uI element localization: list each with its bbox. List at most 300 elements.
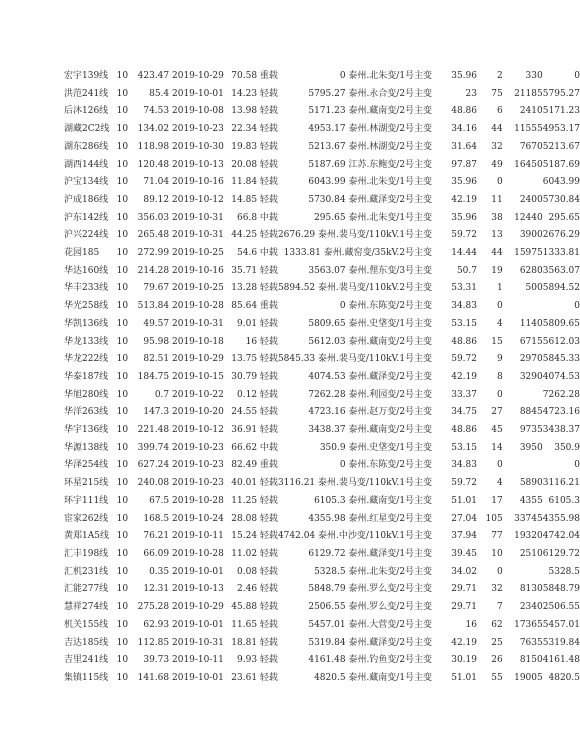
cell-capacity: 34.02: [451, 566, 477, 577]
cell-line-name: 慧祥274线: [64, 602, 109, 613]
cell-remaining: 5187.69: [542, 159, 580, 170]
table-row: [64, 387, 580, 405]
cell-load-rate: 36.91 轻载: [231, 425, 278, 436]
cell-remaining: 1333.81: [542, 248, 580, 259]
cell-line-name: 华龙133线: [64, 336, 109, 347]
cell-capacity: 97.87: [451, 159, 477, 170]
cell-count: 14: [491, 442, 503, 453]
cell-load-date: 265.48 2019-10-31: [137, 230, 224, 241]
cell-load-rate: 44.25 轻载: [231, 230, 278, 241]
cell-line-name: 华光258线: [64, 301, 109, 312]
cell-substation: 5187.69 江苏.东鲍变/2号主变: [308, 159, 433, 170]
cell-voltage: 10: [116, 389, 129, 400]
cell-load-rate: 23.61 轻载: [231, 672, 278, 683]
cell-voltage: 10: [116, 672, 129, 683]
cell-line-name: 沪宝134线: [64, 177, 109, 188]
cell-substation: 4953.17 泰州.林湖变/2号主变: [308, 124, 433, 135]
cell-substation: 5845.33 泰州.裴马变/110kV.1号主变: [277, 354, 433, 365]
cell-remaining: 0: [574, 301, 580, 312]
table-row: [64, 298, 580, 316]
table-row: [64, 316, 580, 334]
cell-voltage: 10: [116, 602, 129, 613]
cell-remaining: 5809.65: [542, 318, 580, 329]
cell-substation: 2506.55 泰州.罗么变/2号主变: [308, 602, 433, 613]
cell-load-date: 221.48 2019-10-12: [137, 425, 224, 436]
cell-customers: 15975: [514, 248, 543, 259]
table-row: [64, 210, 580, 228]
cell-remaining: 5171.23: [542, 106, 580, 117]
cell-load-date: 147.3 2019-10-20: [143, 407, 224, 418]
cell-load-rate: 85.64 重载: [231, 301, 278, 312]
cell-remaining: 3563.07: [542, 265, 580, 276]
table-body: [64, 68, 580, 688]
cell-capacity: 53.15: [451, 442, 477, 453]
cell-load-rate: 40.01 轻载: [231, 478, 278, 489]
cell-count: 17: [491, 495, 503, 506]
cell-customers: 21185: [514, 88, 543, 99]
cell-customers: [503, 387, 543, 405]
cell-load-rate: 70.58 重载: [231, 71, 278, 81]
cell-load-date: 39.73 2019-10-11: [143, 655, 224, 666]
cell-voltage: 10: [116, 354, 129, 365]
cell-capacity: 59.72: [451, 354, 477, 365]
table-row: [64, 68, 580, 86]
cell-voltage: 10: [116, 655, 129, 666]
cell-line-name: 吉里241线: [64, 655, 109, 666]
cell-remaining: 7262.28: [542, 389, 580, 400]
cell-load-rate: 14.85 轻载: [231, 194, 278, 205]
cell-load-date: 0.7 2019-10-22: [154, 389, 224, 400]
cell-substation: 2676.29 泰州.裴马变/110kV.1号主变: [277, 230, 433, 241]
cell-count: 44: [491, 124, 503, 135]
cell-line-name: 黄郑1A5线: [64, 531, 109, 542]
cell-load-rate: 45.88 轻载: [231, 602, 278, 613]
table-row: [64, 493, 580, 511]
cell-substation: 4742.04 泰州.中沙变/110kV.1号主变: [277, 531, 433, 542]
cell-voltage: 10: [116, 265, 129, 276]
cell-customers: 17365: [514, 619, 543, 630]
cell-line-name: 华凯136线: [64, 318, 109, 329]
table-row: [64, 280, 580, 298]
cell-load-date: 275.28 2019-10-29: [137, 602, 224, 613]
cell-load-date: 399.74 2019-10-23: [137, 442, 224, 453]
cell-load-date: 0.35 2019-10-01: [149, 566, 224, 577]
table-row: [64, 174, 580, 192]
cell-line-name: 花园185: [64, 248, 100, 259]
cell-substation: 5213.67 泰州.林湖变/2号主变: [308, 141, 433, 152]
cell-load-rate: 9.01 轻载: [237, 318, 278, 329]
cell-substation: 5319.84 泰州.藏泽变/2号主变: [308, 637, 433, 648]
cell-line-name: 湖藏2C2线: [64, 124, 110, 135]
cell-substation: 6129.72 泰州.藏泽变/1号主变: [308, 548, 433, 559]
cell-capacity: 42.19: [451, 637, 477, 648]
cell-line-name: 吉达185线: [64, 637, 109, 648]
cell-customers: 2400: [519, 194, 543, 205]
cell-substation: 5730.84 泰州.藏泽变/2号主变: [308, 194, 433, 205]
cell-remaining: 295.65: [548, 212, 580, 223]
cell-substation: 5894.52 泰州.裴马变/110kV.2号主变: [277, 283, 433, 294]
cell-customers: 5890: [519, 478, 543, 489]
cell-count: 26: [491, 655, 503, 666]
cell-line-name: 华泽254线: [64, 460, 109, 471]
cell-substation: 6043.99 泰州.北朱变/1号主变: [308, 177, 433, 188]
cell-capacity: 34.83: [451, 460, 477, 471]
cell-line-name: 湖东286线: [64, 141, 109, 152]
cell-load-rate: 16 轻载: [245, 336, 278, 347]
cell-substation: 7262.28 泰州.利园变/2号主变: [308, 389, 433, 400]
cell-remaining: 6105.3: [548, 495, 580, 506]
cell-substation: 5328.5 泰州.北朱变/2号主变: [314, 566, 433, 577]
cell-customers: 16450: [514, 159, 543, 170]
cell-capacity: 51.01: [451, 495, 477, 506]
cell-capacity: 50.7: [456, 265, 477, 276]
cell-count: 45: [491, 425, 503, 436]
cell-voltage: 10: [116, 141, 129, 152]
cell-capacity: 27.04: [451, 513, 477, 524]
table-row: [64, 457, 580, 475]
cell-capacity: 35.96: [451, 177, 477, 188]
table-row: [64, 617, 580, 635]
cell-voltage: 10: [116, 407, 129, 418]
cell-capacity: 42.19: [451, 371, 477, 382]
cell-remaining: 4723.16: [542, 407, 580, 418]
cell-capacity: 37.94: [451, 531, 477, 542]
cell-remaining: 5457.01: [542, 619, 580, 630]
cell-customers: 7670: [519, 141, 543, 152]
cell-voltage: 10: [116, 548, 129, 559]
cell-voltage: 10: [116, 513, 129, 524]
cell-count: 49: [491, 159, 503, 170]
cell-voltage: 10: [116, 106, 129, 117]
cell-substation: 4723.16 泰州.赵万变/2号主变: [308, 407, 433, 418]
cell-substation: 6105.3 泰州.藏南变/1号主变: [314, 495, 433, 506]
cell-count: 0: [497, 301, 503, 312]
cell-load-rate: 15.24 轻载: [231, 531, 278, 542]
cell-load-date: 85.4 2019-10-01: [149, 88, 224, 99]
table-row: [64, 475, 580, 493]
cell-voltage: 10: [116, 619, 129, 630]
cell-substation: 5795.27 泰州.永合变/2号主变: [308, 88, 433, 99]
cell-load-rate: 24.55 轻载: [231, 407, 278, 418]
cell-count: 6: [497, 106, 503, 117]
cell-count: 75: [491, 88, 503, 99]
cell-customers: 12440: [514, 212, 543, 223]
cell-customers: 19005: [514, 672, 543, 683]
cell-capacity: 35.96: [451, 212, 477, 223]
cell-customers: [503, 564, 543, 582]
cell-load-date: 89.12 2019-10-12: [143, 194, 224, 205]
cell-capacity: 53.15: [451, 318, 477, 329]
table-row: [64, 263, 580, 281]
cell-customers: 2340: [519, 602, 543, 613]
cell-line-name: 沪成186线: [64, 194, 109, 205]
cell-customers: [503, 174, 543, 192]
cell-remaining: 5730.84: [542, 194, 580, 205]
cell-substation: 5612.03 泰州.藏南变/2号主变: [308, 336, 433, 347]
table-row: [64, 599, 580, 617]
feeder-load-table: [64, 68, 580, 688]
cell-load-rate: 2.46 轻载: [237, 584, 278, 595]
cell-customers: [503, 457, 543, 475]
cell-voltage: 10: [116, 248, 129, 259]
cell-capacity: 29.71: [451, 584, 477, 595]
cell-capacity: 35.96: [451, 71, 477, 81]
cell-remaining: 6043.99: [542, 177, 580, 188]
cell-count: 7: [497, 602, 503, 613]
cell-voltage: 10: [116, 566, 129, 577]
cell-customers: 6715: [519, 336, 543, 347]
cell-line-name: 华旭280线: [64, 389, 109, 400]
cell-line-name: 宦家262线: [64, 513, 109, 524]
cell-customers: 19320: [514, 531, 543, 542]
table-row: [64, 422, 580, 440]
cell-line-name: 后沐126线: [64, 106, 109, 117]
cell-capacity: 30.19: [451, 655, 477, 666]
cell-line-name: 沪东142线: [64, 212, 109, 223]
cell-substation: 5848.79 泰州.罗么变/2号主变: [308, 584, 433, 595]
cell-count: 4: [497, 318, 503, 329]
cell-remaining: 5319.84: [542, 637, 580, 648]
cell-count: 0: [497, 566, 503, 577]
cell-capacity: 48.86: [451, 336, 477, 347]
cell-substation: 1333.81 泰州.藏窑变/35kV.2号主变: [283, 248, 433, 259]
table-row: [64, 245, 580, 263]
table-row: [64, 369, 580, 387]
cell-substation: 4355.98 泰州.红星变/2号主变: [308, 513, 433, 524]
cell-count: 9: [497, 354, 503, 365]
table-row: [64, 546, 580, 564]
cell-capacity: 34.16: [451, 124, 477, 135]
cell-remaining: 0: [574, 460, 580, 471]
cell-count: 15: [491, 336, 503, 347]
cell-count: 2: [497, 71, 503, 81]
cell-remaining: 4074.53: [542, 371, 580, 382]
cell-count: 8: [497, 371, 503, 382]
cell-remaining: 5894.52: [542, 283, 580, 294]
cell-line-name: 汇机231线: [64, 566, 109, 577]
cell-line-name: 华龙222线: [64, 354, 109, 365]
cell-load-date: 62.93 2019-10-01: [143, 619, 224, 630]
cell-customers: 6280: [519, 265, 543, 276]
table-row: [64, 528, 580, 546]
cell-load-rate: 0.12 轻载: [237, 389, 278, 400]
cell-load-rate: 14.23 轻载: [231, 88, 278, 99]
table-row: [64, 192, 580, 210]
cell-customers: 3950: [519, 442, 543, 453]
cell-remaining: 3116.21: [542, 478, 580, 489]
cell-count: 44: [491, 248, 503, 259]
cell-remaining: 3438.37: [542, 425, 580, 436]
cell-remaining: 5612.03: [542, 336, 580, 347]
cell-voltage: 10: [116, 283, 129, 294]
cell-substation: 0 泰州.北朱变/1号主变: [339, 71, 433, 81]
cell-capacity: 34.75: [451, 407, 477, 418]
cell-load-rate: 11.65 轻载: [231, 619, 278, 630]
cell-remaining: 4820.5: [548, 672, 580, 683]
cell-load-rate: 66.8 中载: [237, 212, 278, 223]
cell-load-rate: 13.28 轻载: [231, 283, 278, 294]
cell-count: 62: [491, 619, 503, 630]
cell-substation: 5809.65 泰州.史垡变/1号主变: [308, 318, 433, 329]
cell-customers: 3290: [519, 371, 543, 382]
table-row: [64, 157, 580, 175]
cell-load-date: 214.28 2019-10-16: [137, 265, 224, 276]
cell-voltage: 10: [116, 460, 129, 471]
cell-load-date: 76.21 2019-10-11: [143, 531, 224, 542]
cell-count: 27: [491, 407, 503, 418]
cell-load-date: 627.24 2019-10-23: [137, 460, 224, 471]
table-row: [64, 351, 580, 369]
cell-count: 13: [491, 230, 503, 241]
cell-load-rate: 11.02 轻载: [231, 548, 278, 559]
cell-capacity: 42.19: [451, 194, 477, 205]
cell-load-date: 141.68 2019-10-01: [137, 672, 224, 683]
cell-line-name: 华丰233线: [64, 283, 109, 294]
cell-remaining: 5213.67: [542, 141, 580, 152]
table-row: [64, 652, 580, 670]
table-row: [64, 404, 580, 422]
cell-substation: 4074.53 泰州.藏泽变/2号主变: [308, 371, 433, 382]
cell-capacity: 16: [465, 619, 477, 630]
cell-line-name: 宏宇139线: [64, 71, 109, 81]
table-row: [64, 334, 580, 352]
cell-voltage: 10: [116, 194, 129, 205]
cell-load-date: 423.47 2019-10-29: [137, 71, 224, 81]
table-row: [64, 103, 580, 121]
cell-capacity: 59.72: [451, 230, 477, 241]
cell-voltage: 10: [116, 177, 129, 188]
cell-remaining: 4953.17: [542, 124, 580, 135]
cell-count: 0: [497, 389, 503, 400]
cell-load-date: 71.04 2019-10-16: [143, 177, 224, 188]
cell-customers: 330: [525, 71, 543, 81]
cell-capacity: 59.72: [451, 478, 477, 489]
cell-count: 32: [491, 141, 503, 152]
cell-customers: 500: [525, 283, 543, 294]
cell-capacity: 48.86: [451, 425, 477, 436]
cell-voltage: 10: [116, 531, 129, 542]
cell-line-name: 汇丰198线: [64, 548, 109, 559]
table-row: [64, 564, 580, 582]
cell-customers: 3900: [519, 230, 543, 241]
cell-line-name: 洪范241线: [64, 88, 109, 99]
cell-remaining: 4161.48: [542, 655, 580, 666]
cell-load-date: 67.5 2019-10-28: [149, 495, 224, 506]
cell-voltage: 10: [116, 230, 129, 241]
cell-remaining: 5328.5: [548, 566, 580, 577]
cell-substation: 5171.23 泰州.藏南变/2号主变: [308, 106, 433, 117]
cell-substation: 3116.21 泰州.裴马变/110kV.1号主变: [277, 478, 433, 489]
cell-load-date: 184.75 2019-10-15: [137, 371, 224, 382]
cell-line-name: 华洋263线: [64, 407, 109, 418]
cell-voltage: 10: [116, 124, 129, 135]
cell-line-name: 机关155线: [64, 619, 109, 630]
cell-load-rate: 82.49 重载: [231, 460, 278, 471]
cell-load-rate: 30.79 轻载: [231, 371, 278, 382]
cell-count: 32: [491, 584, 503, 595]
cell-voltage: 10: [116, 495, 129, 506]
cell-line-name: 汇能277线: [64, 584, 109, 595]
cell-voltage: 10: [116, 478, 129, 489]
cell-remaining: 4742.04: [542, 531, 580, 542]
cell-load-rate: 9.93 轻载: [237, 655, 278, 666]
cell-count: 25: [491, 637, 503, 648]
cell-substation: 0 泰州.东陈变/2号主变: [339, 301, 433, 312]
cell-remaining: 2676.29: [542, 230, 580, 241]
cell-load-date: 74.53 2019-10-08: [143, 106, 224, 117]
cell-remaining: 2506.55: [542, 602, 580, 613]
cell-count: 38: [491, 212, 503, 223]
cell-customers: [503, 298, 543, 316]
table-row: [64, 227, 580, 245]
cell-count: 0: [497, 177, 503, 188]
cell-load-date: 120.48 2019-10-13: [137, 159, 224, 170]
cell-load-rate: 13.98 轻载: [231, 106, 278, 117]
cell-customers: 2510: [519, 548, 543, 559]
cell-line-name: 湖西144线: [64, 159, 109, 170]
table-row: [64, 139, 580, 157]
cell-remaining: 6129.72: [542, 548, 580, 559]
cell-load-date: 112.85 2019-10-31: [137, 637, 224, 648]
cell-customers: 8130: [519, 584, 543, 595]
cell-load-date: 118.98 2019-10-30: [137, 141, 224, 152]
cell-count: 4: [497, 478, 503, 489]
cell-load-date: 272.99 2019-10-25: [137, 248, 224, 259]
cell-customers: 8150: [519, 655, 543, 666]
cell-customers: 11555: [514, 124, 543, 135]
cell-count: 19: [491, 265, 503, 276]
cell-voltage: 10: [116, 212, 129, 223]
cell-load-date: 95.98 2019-10-18: [143, 336, 224, 347]
cell-load-date: 168.5 2019-10-24: [143, 513, 224, 524]
cell-load-rate: 54.6 中载: [237, 248, 278, 259]
cell-remaining: 350.9: [554, 442, 580, 453]
cell-load-date: 356.03 2019-10-31: [137, 212, 224, 223]
table-row: [64, 86, 580, 104]
cell-line-name: 华达160线: [64, 265, 109, 276]
cell-count: 1: [497, 283, 503, 294]
cell-capacity: 39.45: [451, 548, 477, 559]
cell-load-rate: 20.08 轻载: [231, 159, 278, 170]
cell-customers: 2410: [519, 106, 543, 117]
cell-load-rate: 11.84 轻载: [231, 177, 278, 188]
cell-substation: 4820.5 泰州.藏南变/1号主变: [314, 672, 433, 683]
cell-voltage: 10: [116, 336, 129, 347]
cell-capacity: 51.01: [451, 672, 477, 683]
table-row: [64, 635, 580, 653]
cell-load-date: 513.84 2019-10-28: [137, 301, 224, 312]
cell-customers: 8845: [519, 407, 543, 418]
table-row: [64, 440, 580, 458]
table-row: [64, 511, 580, 529]
cell-remaining: 5848.79: [542, 584, 580, 595]
cell-load-date: 240.08 2019-10-23: [137, 478, 224, 489]
cell-customers: 4355: [519, 495, 543, 506]
cell-remaining: 4355.98: [542, 513, 580, 524]
cell-count: 77: [491, 531, 503, 542]
cell-count: 55: [491, 672, 503, 683]
cell-capacity: 29.71: [451, 602, 477, 613]
cell-substation: 295.65 泰州.北朱变/1号主变: [314, 212, 433, 223]
cell-load-rate: 19.83 轻载: [231, 141, 278, 152]
cell-count: 11: [491, 194, 503, 205]
cell-remaining: 5795.27: [542, 88, 580, 99]
cell-load-date: 66.09 2019-10-28: [143, 548, 224, 559]
cell-load-rate: 11.25 轻载: [231, 495, 278, 506]
cell-load-date: 82.51 2019-10-29: [143, 354, 224, 365]
cell-voltage: 10: [116, 584, 129, 595]
cell-substation: 4161.48 泰州.钓鱼变/2号主变: [308, 655, 433, 666]
